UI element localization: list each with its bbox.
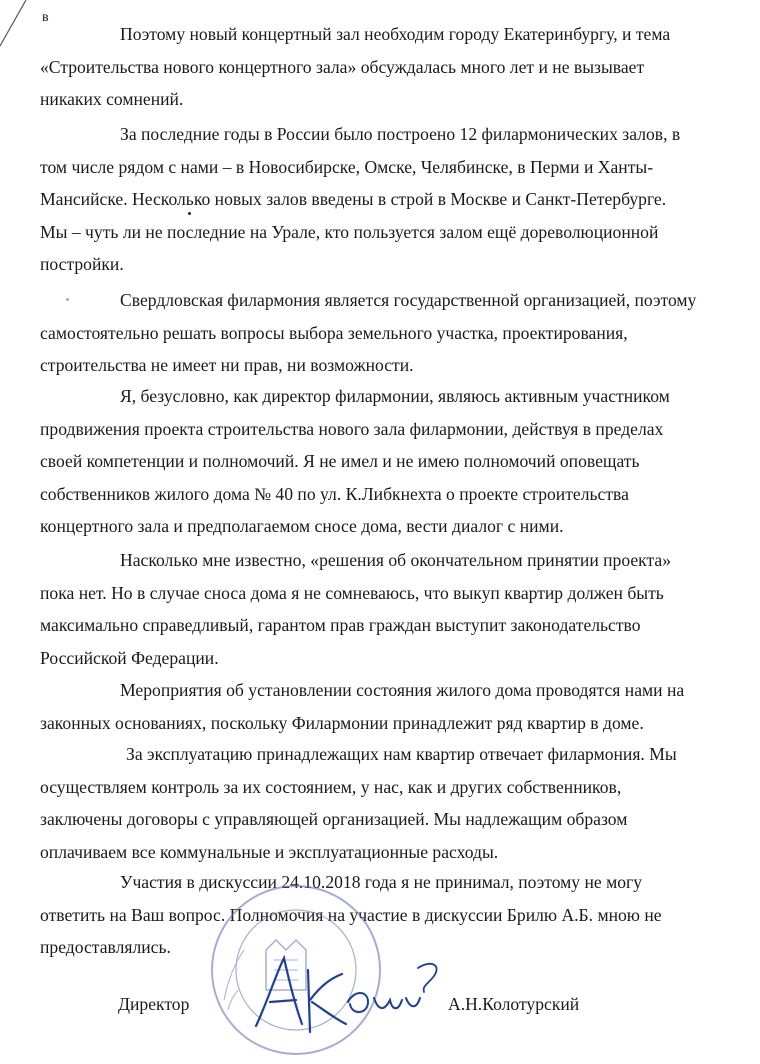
signer-name: А.Н.Колотурский <box>448 994 580 1014</box>
paragraph-6 <box>40 674 710 739</box>
handwritten-signature <box>250 940 450 1050</box>
text-line: Свердловская филармония является государственной организацией, поэтому <box>120 290 697 310</box>
paragraph-7 <box>40 738 710 868</box>
text-line: Мы – чуть ли не последние на Урале, кто пользуется залом ещё дореволюционной <box>40 221 659 242</box>
text-line: заключены договоры с управляющей организацией. Мы надлежащим образом <box>40 809 628 829</box>
scan-speck <box>188 212 191 215</box>
text-line: Поэтому новый концертный зал необходим городу Екатеринбургу, и тема <box>120 24 671 44</box>
paragraph-1 <box>40 18 710 116</box>
paragraph-5 <box>40 544 710 674</box>
text-line: осуществляем контроль за их состоянием, у нас, как и других собственников, <box>40 776 622 797</box>
signer-position: Директор <box>118 994 190 1014</box>
text-line: строительства не имеет ни прав, ни возможности. <box>40 355 414 375</box>
text-line: концертного зала и предполагаемом сносе дома, вести диалог с ними. <box>40 516 564 536</box>
text-line: ответить на Ваш вопрос. Полномочия на участие в дискуссии Брилю А.Б. мною не <box>40 904 662 925</box>
text-line: Российской Федерации. <box>40 647 219 668</box>
text-line: Насколько мне известно, «решения об окончательном принятии проекта» <box>120 550 671 570</box>
paragraph-2 <box>40 118 710 281</box>
text-line: пока нет. Но в случае сноса дома я не сомневаюсь, что выкуп квартир должен быть <box>40 582 664 603</box>
scan-edge-line <box>0 0 40 60</box>
corner-mark: в <box>42 10 49 25</box>
text-line: «Строительства нового концертного зала» обсуждалась много лет и не вызывает <box>40 56 645 77</box>
text-line: За эксплуатацию принадлежащих нам квартир отвечает филармония. Мы <box>126 744 677 764</box>
text-line: оплачиваем все коммунальные и эксплуатационные расходы. <box>40 841 499 862</box>
text-line: законных основаниях, поскольку Филармонии принадлежит ряд квартир в доме. <box>40 712 644 733</box>
text-line: собственников жилого дома № 40 по ул. К.Либкнехта о проекте строительства <box>40 483 629 504</box>
text-line: максимально справедливый, гарантом прав граждан выступит законодательство <box>40 615 641 635</box>
text-line: самостоятельно решать вопросы выбора земельного участка, проектирования, <box>40 322 628 343</box>
text-line: продвижения проекта строительства нового зала филармонии, действуя в пределах <box>40 418 664 439</box>
text-line: Мансийске. Несколько новых залов введены в строй в Москве и Санкт-Петербурге. <box>40 189 667 209</box>
scan-speck <box>66 298 69 301</box>
text-line: том числе рядом с нами – в Новосибирске, Омске, Челябинске, в Перми и Ханты- <box>40 156 654 177</box>
text-line: Я, безусловно, как директор филармонии, являюсь активным участником <box>120 386 670 406</box>
text-line: предоставлялись. <box>40 937 171 957</box>
text-line: никаких сомнений. <box>40 89 184 109</box>
text-line: своей компетенции и полномочий. Я не имел и не имею полномочий оповещать <box>40 451 640 471</box>
paragraph-4 <box>40 380 710 543</box>
text-line: Мероприятия об установлении состояния жилого дома проводятся нами на <box>120 680 685 700</box>
text-line: постройки. <box>40 254 124 274</box>
paragraph-3 <box>40 284 710 382</box>
text-line: За последние годы в России было построено 12 филармонических залов, в <box>120 124 681 144</box>
text-line: Участия в дискуссии 24.10.2018 года я не принимал, поэтому не могу <box>120 872 643 892</box>
